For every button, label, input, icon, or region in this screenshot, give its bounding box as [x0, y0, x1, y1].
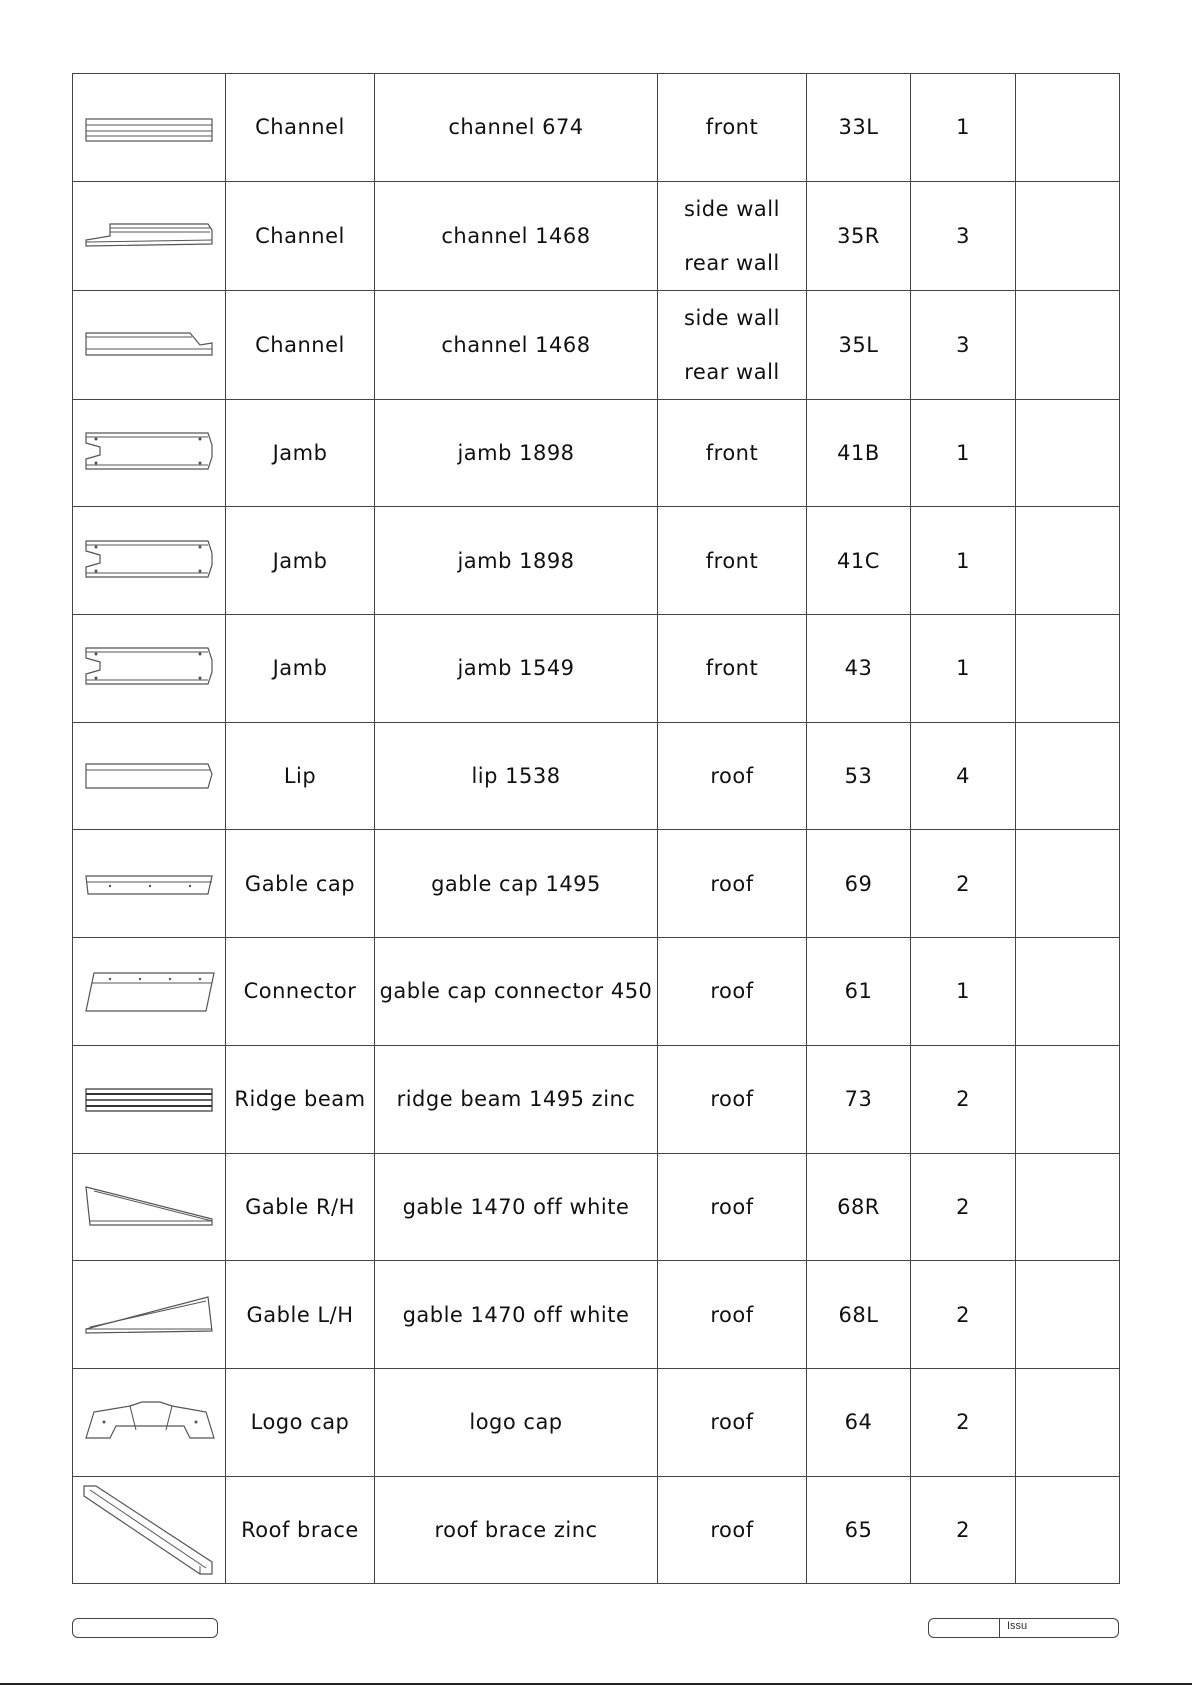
check-cell — [1016, 1368, 1120, 1476]
table-row — [73, 830, 1120, 938]
channel-r-icon — [80, 218, 218, 254]
table-row — [73, 507, 1120, 615]
part-code: 64 — [807, 1368, 911, 1476]
location-line: roof — [710, 764, 754, 789]
table-row — [73, 290, 1120, 399]
table-row — [73, 1045, 1120, 1153]
part-description: gable cap connector 450 — [375, 938, 658, 1046]
part-image-cell — [73, 722, 226, 830]
part-image-cell — [73, 74, 226, 182]
part-description: gable cap 1495 — [375, 830, 658, 938]
part-code: 35R — [807, 181, 911, 290]
part-code: 43 — [807, 615, 911, 723]
channel-l-icon — [80, 327, 218, 363]
part-name: Connector — [226, 938, 375, 1046]
part-code: 69 — [807, 830, 911, 938]
check-cell — [1016, 181, 1120, 290]
part-location — [658, 938, 807, 1046]
part-code: 73 — [807, 1045, 911, 1153]
part-quantity: 2 — [911, 830, 1016, 938]
table-row — [73, 722, 1120, 830]
check-cell — [1016, 615, 1120, 723]
part-name: Channel — [226, 290, 375, 399]
part-quantity: 2 — [911, 1153, 1016, 1261]
part-code: 68R — [807, 1153, 911, 1261]
part-code: 53 — [807, 722, 911, 830]
part-location — [658, 615, 807, 723]
ridge-beam-icon — [80, 1081, 218, 1117]
table-row — [73, 1261, 1120, 1369]
table-row — [73, 615, 1120, 723]
table-row — [73, 1368, 1120, 1476]
part-name: Roof brace — [226, 1476, 375, 1584]
part-image-cell — [73, 1153, 226, 1261]
logo-cap-icon — [80, 1398, 218, 1446]
part-name: Lip — [226, 722, 375, 830]
part-name: Jamb — [226, 399, 375, 507]
table-row — [73, 1476, 1120, 1584]
check-cell — [1016, 290, 1120, 399]
part-quantity: 1 — [911, 938, 1016, 1046]
part-quantity: 3 — [911, 290, 1016, 399]
check-cell — [1016, 1045, 1120, 1153]
part-location — [658, 1368, 807, 1476]
part-code: 68L — [807, 1261, 911, 1369]
location-line: roof — [710, 1194, 754, 1219]
part-name: Gable R/H — [226, 1153, 375, 1261]
location-line: front — [705, 548, 759, 573]
footer-label-box — [72, 1618, 218, 1638]
location-line: side wall — [684, 305, 780, 330]
part-location — [658, 1153, 807, 1261]
part-image-cell — [73, 290, 226, 399]
part-quantity: 1 — [911, 74, 1016, 182]
part-quantity: 2 — [911, 1476, 1016, 1584]
location-line: rear wall — [684, 359, 780, 384]
location-line: rear wall — [684, 250, 780, 275]
location-line: front — [705, 441, 759, 466]
check-cell — [1016, 938, 1120, 1046]
part-image-cell — [73, 1476, 226, 1584]
part-location — [658, 399, 807, 507]
part-description: channel 1468 — [375, 181, 658, 290]
part-image-cell — [73, 830, 226, 938]
part-image-cell — [73, 507, 226, 615]
parts-table — [72, 73, 1120, 1584]
part-location — [658, 507, 807, 615]
part-description: lip 1538 — [375, 722, 658, 830]
part-name: Jamb — [226, 507, 375, 615]
issue-label: Issu — [1007, 1620, 1028, 1632]
part-image-cell — [73, 938, 226, 1046]
part-image-cell — [73, 615, 226, 723]
part-quantity: 2 — [911, 1045, 1016, 1153]
part-location — [658, 1476, 807, 1584]
part-code: 61 — [807, 938, 911, 1046]
part-description: jamb 1898 — [375, 399, 658, 507]
gable-lh-icon — [80, 1291, 218, 1339]
check-cell — [1016, 399, 1120, 507]
part-image-cell — [73, 1045, 226, 1153]
part-description: gable 1470 off white — [375, 1261, 658, 1369]
location-line: roof — [710, 979, 754, 1004]
part-code: 65 — [807, 1476, 911, 1584]
channel-front-icon — [80, 109, 218, 145]
part-code: 41C — [807, 507, 911, 615]
check-cell — [1016, 1476, 1120, 1584]
table-row — [73, 399, 1120, 507]
part-quantity: 3 — [911, 181, 1016, 290]
location-line: roof — [710, 871, 754, 896]
table-row — [73, 74, 1120, 182]
connector-icon — [80, 967, 218, 1015]
part-name: Logo cap — [226, 1368, 375, 1476]
part-location — [658, 722, 807, 830]
location-line: front — [705, 115, 759, 140]
part-quantity: 4 — [911, 722, 1016, 830]
jamb-icon — [80, 644, 218, 692]
check-cell — [1016, 507, 1120, 615]
part-description: jamb 1898 — [375, 507, 658, 615]
location-line: roof — [710, 1087, 754, 1112]
table-row — [73, 938, 1120, 1046]
part-description: jamb 1549 — [375, 615, 658, 723]
part-quantity: 2 — [911, 1368, 1016, 1476]
part-code: 41B — [807, 399, 911, 507]
check-cell — [1016, 1261, 1120, 1369]
part-description: ridge beam 1495 zinc — [375, 1045, 658, 1153]
part-code: 35L — [807, 290, 911, 399]
location-line: roof — [710, 1410, 754, 1435]
location-line: front — [705, 656, 759, 681]
part-location — [658, 181, 807, 290]
part-name: Gable cap — [226, 830, 375, 938]
part-image-cell — [73, 181, 226, 290]
gable-cap-icon — [80, 866, 218, 902]
part-code: 33L — [807, 74, 911, 182]
check-cell — [1016, 722, 1120, 830]
jamb-icon — [80, 537, 218, 585]
part-quantity: 1 — [911, 507, 1016, 615]
part-description: gable 1470 off white — [375, 1153, 658, 1261]
part-image-cell — [73, 1368, 226, 1476]
roof-brace-icon — [80, 1482, 218, 1578]
part-quantity: 1 — [911, 399, 1016, 507]
check-cell — [1016, 830, 1120, 938]
part-name: Channel — [226, 181, 375, 290]
part-name: Jamb — [226, 615, 375, 723]
part-description: channel 674 — [375, 74, 658, 182]
part-quantity: 2 — [911, 1261, 1016, 1369]
location-line: roof — [710, 1302, 754, 1327]
part-description: logo cap — [375, 1368, 658, 1476]
part-location — [658, 74, 807, 182]
table-row — [73, 1153, 1120, 1261]
part-location — [658, 290, 807, 399]
issue-box — [928, 1618, 1119, 1638]
part-location — [658, 1045, 807, 1153]
location-line: side wall — [684, 196, 780, 221]
part-location — [658, 1261, 807, 1369]
part-description: roof brace zinc — [375, 1476, 658, 1584]
lip-icon — [80, 758, 218, 794]
check-cell — [1016, 1153, 1120, 1261]
part-name: Channel — [226, 74, 375, 182]
part-image-cell — [73, 399, 226, 507]
table-row — [73, 181, 1120, 290]
location-line: roof — [710, 1517, 754, 1542]
part-image-cell — [73, 1261, 226, 1369]
jamb-icon — [80, 429, 218, 477]
check-cell — [1016, 74, 1120, 182]
part-description: channel 1468 — [375, 290, 658, 399]
gable-rh-icon — [80, 1183, 218, 1231]
part-quantity: 1 — [911, 615, 1016, 723]
part-location — [658, 830, 807, 938]
part-name: Gable L/H — [226, 1261, 375, 1369]
part-name: Ridge beam — [226, 1045, 375, 1153]
